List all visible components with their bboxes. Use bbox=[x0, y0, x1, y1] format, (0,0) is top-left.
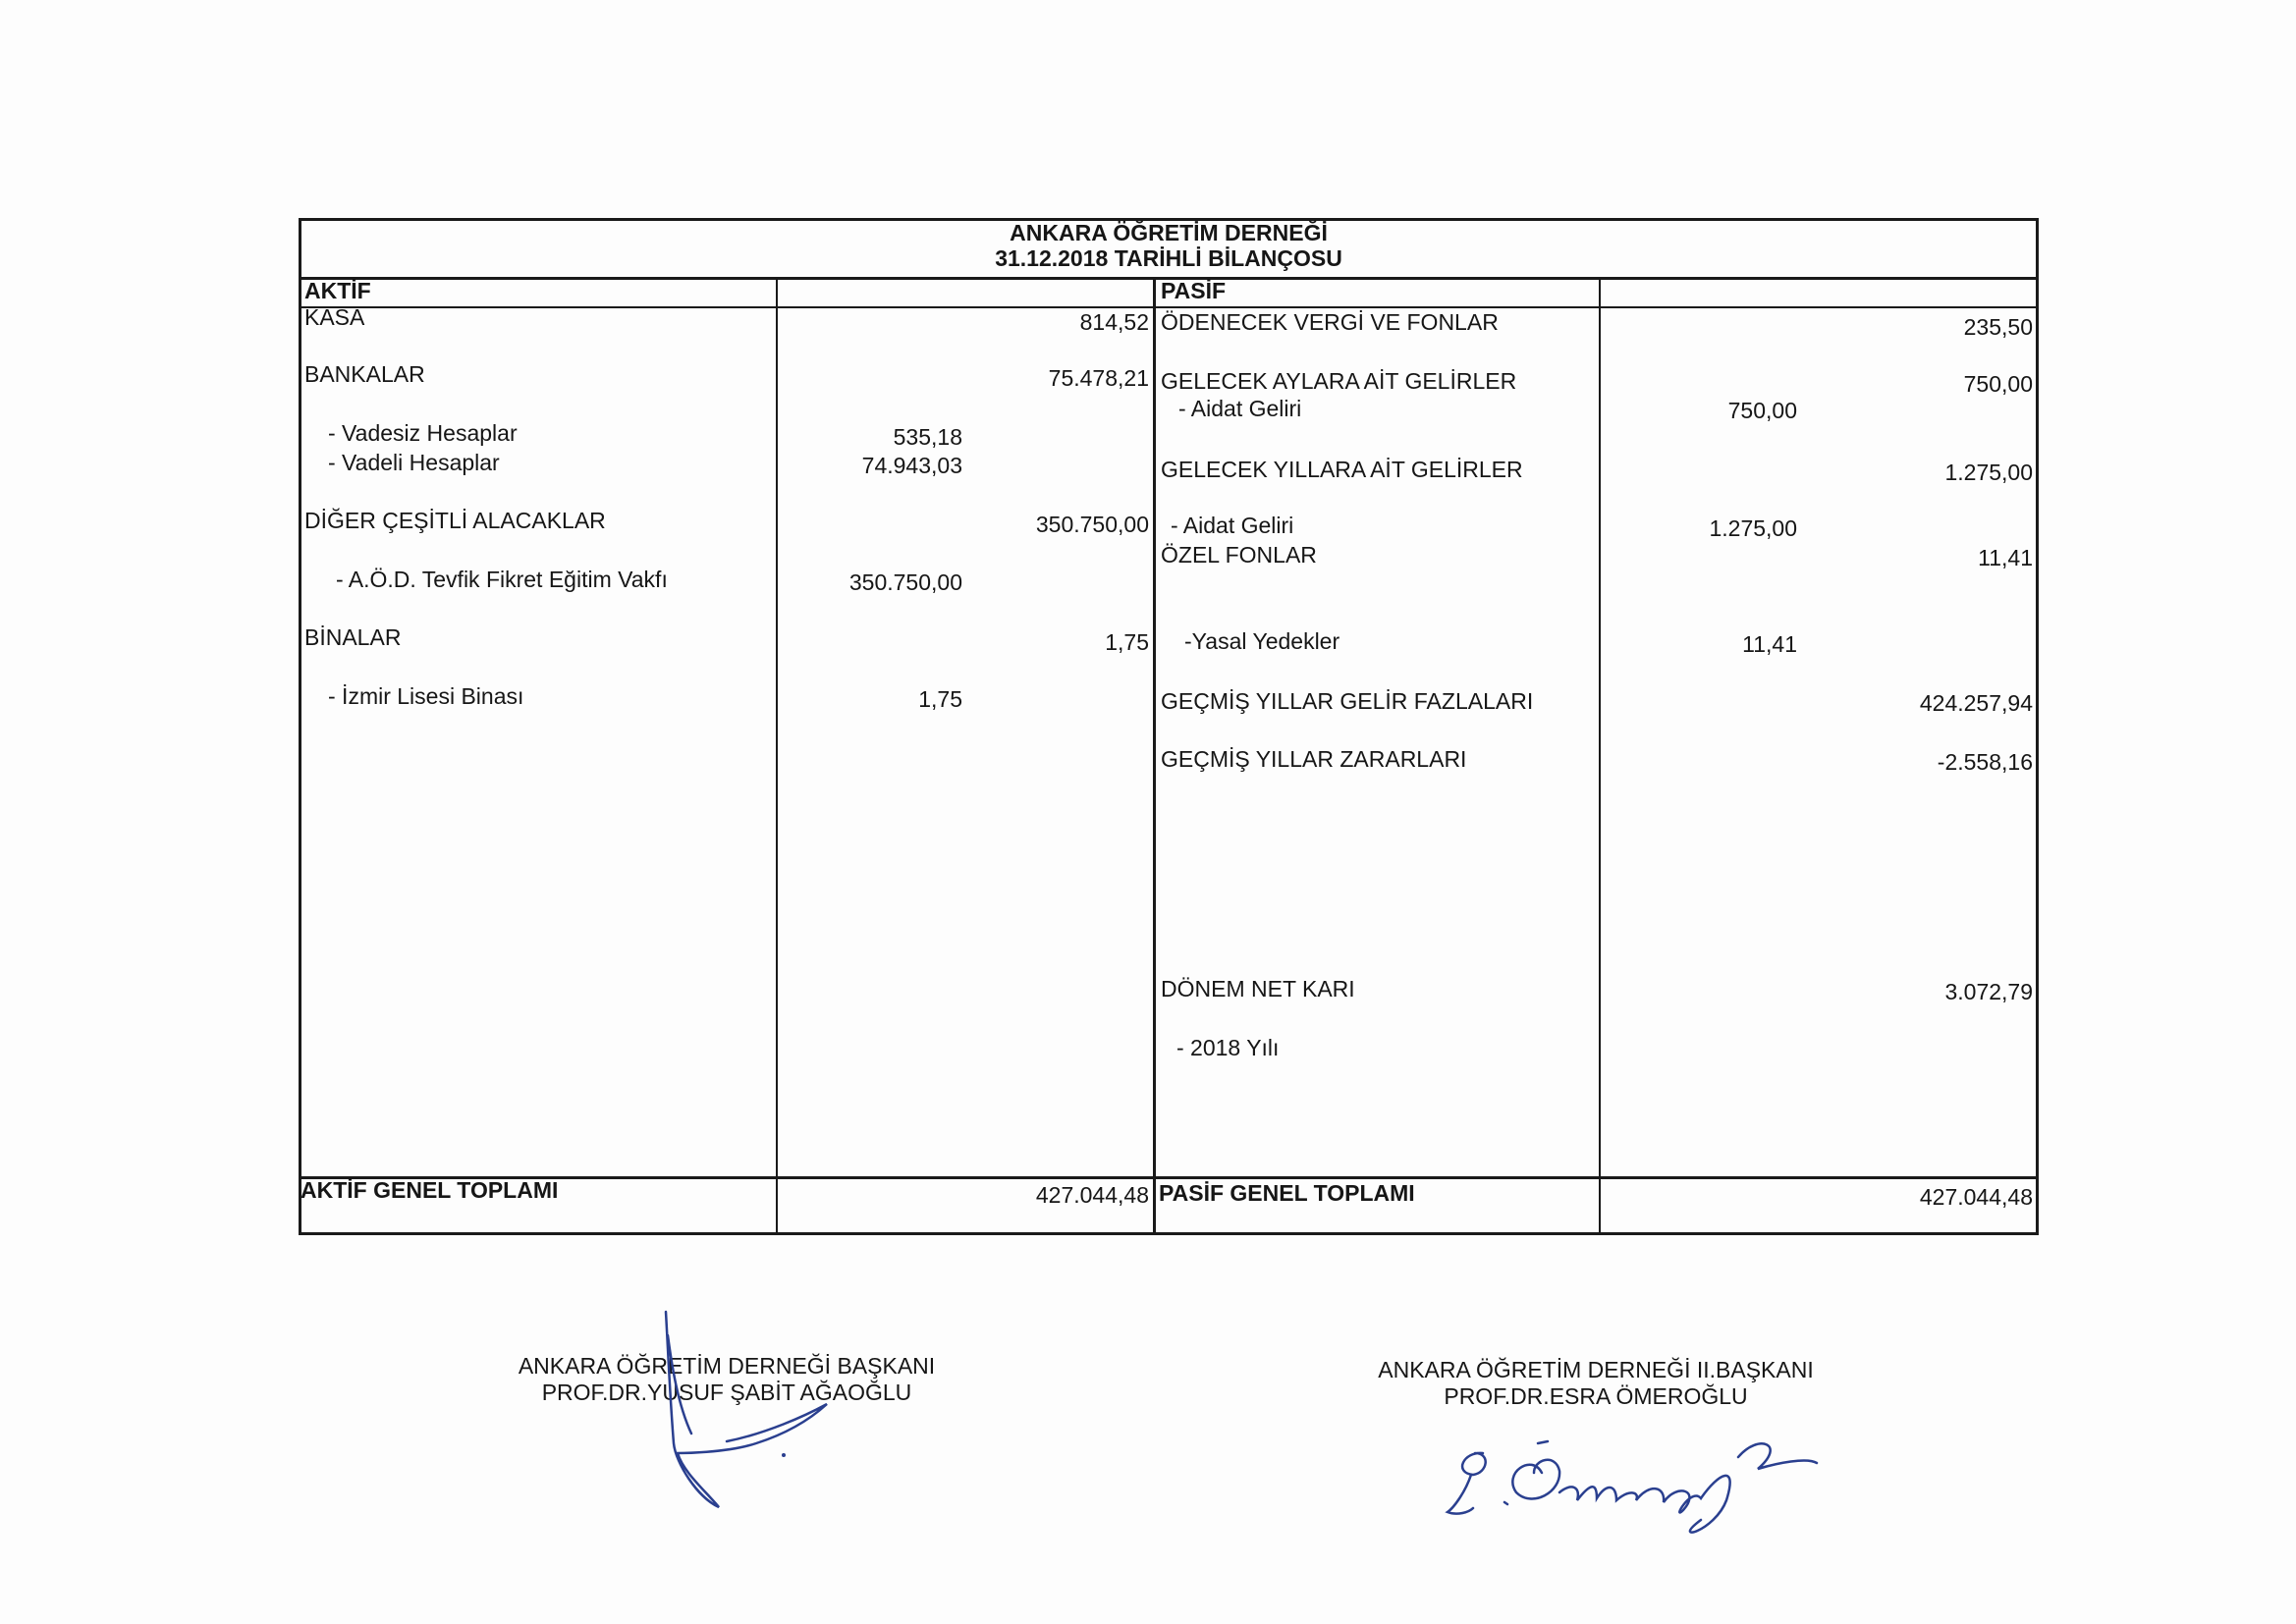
left-signatory-name: PROF.DR.YUSUF ŞABİT AĞAOĞLU bbox=[541, 1380, 912, 1405]
bankalar-label: BANKALAR bbox=[304, 361, 425, 387]
right-signatory-name: PROF.DR.ESRA ÖMEROĞLU bbox=[1444, 1383, 1748, 1409]
aktif-genel-toplam: 427.044,48 bbox=[1035, 1182, 1149, 1208]
diger-label: DİĞER ÇEŞİTLİ ALACAKLAR bbox=[304, 508, 606, 533]
yasal-yedekler-amount: 11,41 bbox=[1742, 631, 1797, 657]
binalar-label: BİNALAR bbox=[304, 624, 402, 650]
net-kar-total: 3.072,79 bbox=[1944, 979, 2033, 1004]
aktif-genel-toplam-label: AKTİF GENEL TOPLAMI bbox=[301, 1177, 559, 1203]
section-header-rule bbox=[299, 306, 2039, 308]
left-signatory-title: ANKARA ÖĞRETİM DERNEĞİ BAŞKANI bbox=[518, 1353, 936, 1379]
ozel-fonlar-total: 11,41 bbox=[1978, 545, 2033, 570]
zararlar-label: GEÇMİŞ YILLAR ZARARLARI bbox=[1161, 746, 1467, 772]
left-signature-mark bbox=[609, 1306, 845, 1522]
gelir-fazlalari-label: GEÇMİŞ YILLAR GELİR FAZLALARI bbox=[1161, 688, 1534, 714]
right-signature-mark bbox=[1444, 1414, 1836, 1551]
column-divider-2 bbox=[1153, 277, 1156, 1235]
gelecek-yillar-total: 1.275,00 bbox=[1944, 460, 2033, 485]
odenecek-total: 235,50 bbox=[1963, 314, 2033, 340]
document-title: 31.12.2018 TARİHLİ BİLANÇOSU bbox=[995, 245, 1342, 271]
vadeli-amount: 74.943,03 bbox=[861, 453, 962, 478]
gelecek-yillar-aidat-label: - Aidat Geliri bbox=[1171, 513, 1294, 538]
odenecek-label: ÖDENECEK VERGİ VE FONLAR bbox=[1161, 309, 1499, 335]
gelecek-aylar-aidat-amount: 750,00 bbox=[1727, 398, 1797, 423]
pasif-header: PASİF bbox=[1161, 278, 1227, 303]
gelecek-yillar-label: GELECEK YILLARA AİT GELİRLER bbox=[1161, 457, 1523, 482]
pasif-genel-toplam-label: PASİF GENEL TOPLAMI bbox=[1159, 1180, 1415, 1206]
zararlar-total: -2.558,16 bbox=[1937, 749, 2033, 775]
aktif-header: AKTİF bbox=[304, 278, 371, 303]
vadesiz-label: - Vadesiz Hesaplar bbox=[328, 420, 518, 446]
bankalar-total: 75.478,21 bbox=[1048, 365, 1149, 391]
gelecek-aylar-aidat-label: - Aidat Geliri bbox=[1178, 396, 1302, 421]
kasa-label: KASA bbox=[304, 304, 365, 330]
gelecek-aylar-label: GELECEK AYLARA AİT GELİRLER bbox=[1161, 368, 1517, 394]
gelecek-aylar-total: 750,00 bbox=[1963, 371, 2033, 397]
pasif-genel-toplam: 427.044,48 bbox=[1919, 1184, 2033, 1210]
vadesiz-amount: 535,18 bbox=[893, 424, 962, 450]
net-kar-yil-label: - 2018 Yılı bbox=[1176, 1035, 1280, 1060]
vakif-label: - A.Ö.D. Tevfik Fikret Eğitim Vakfı bbox=[336, 567, 668, 592]
yasal-yedekler-label: -Yasal Yedekler bbox=[1184, 628, 1340, 654]
gelecek-yillar-aidat-amount: 1.275,00 bbox=[1709, 515, 1797, 541]
binalar-total: 1,75 bbox=[1105, 629, 1149, 655]
izmir-label: - İzmir Lisesi Binası bbox=[328, 683, 524, 709]
kasa-total: 814,52 bbox=[1079, 309, 1149, 335]
vakif-amount: 350.750,00 bbox=[848, 569, 962, 595]
vadeli-label: - Vadeli Hesaplar bbox=[328, 450, 500, 475]
diger-total: 350.750,00 bbox=[1035, 512, 1149, 537]
gelir-fazlalari-total: 424.257,94 bbox=[1919, 690, 2033, 716]
ozel-fonlar-label: ÖZEL FONLAR bbox=[1161, 542, 1317, 568]
totals-top-rule bbox=[299, 1176, 2039, 1179]
right-signatory-title: ANKARA ÖĞRETİM DERNEĞİ II.BAŞKANI bbox=[1378, 1357, 1814, 1382]
org-name: ANKARA ÖĞRETİM DERNEĞİ bbox=[1010, 220, 1328, 245]
izmir-amount: 1,75 bbox=[918, 686, 962, 712]
net-kar-label: DÖNEM NET KARI bbox=[1161, 976, 1355, 1001]
column-divider-1 bbox=[776, 277, 778, 1235]
